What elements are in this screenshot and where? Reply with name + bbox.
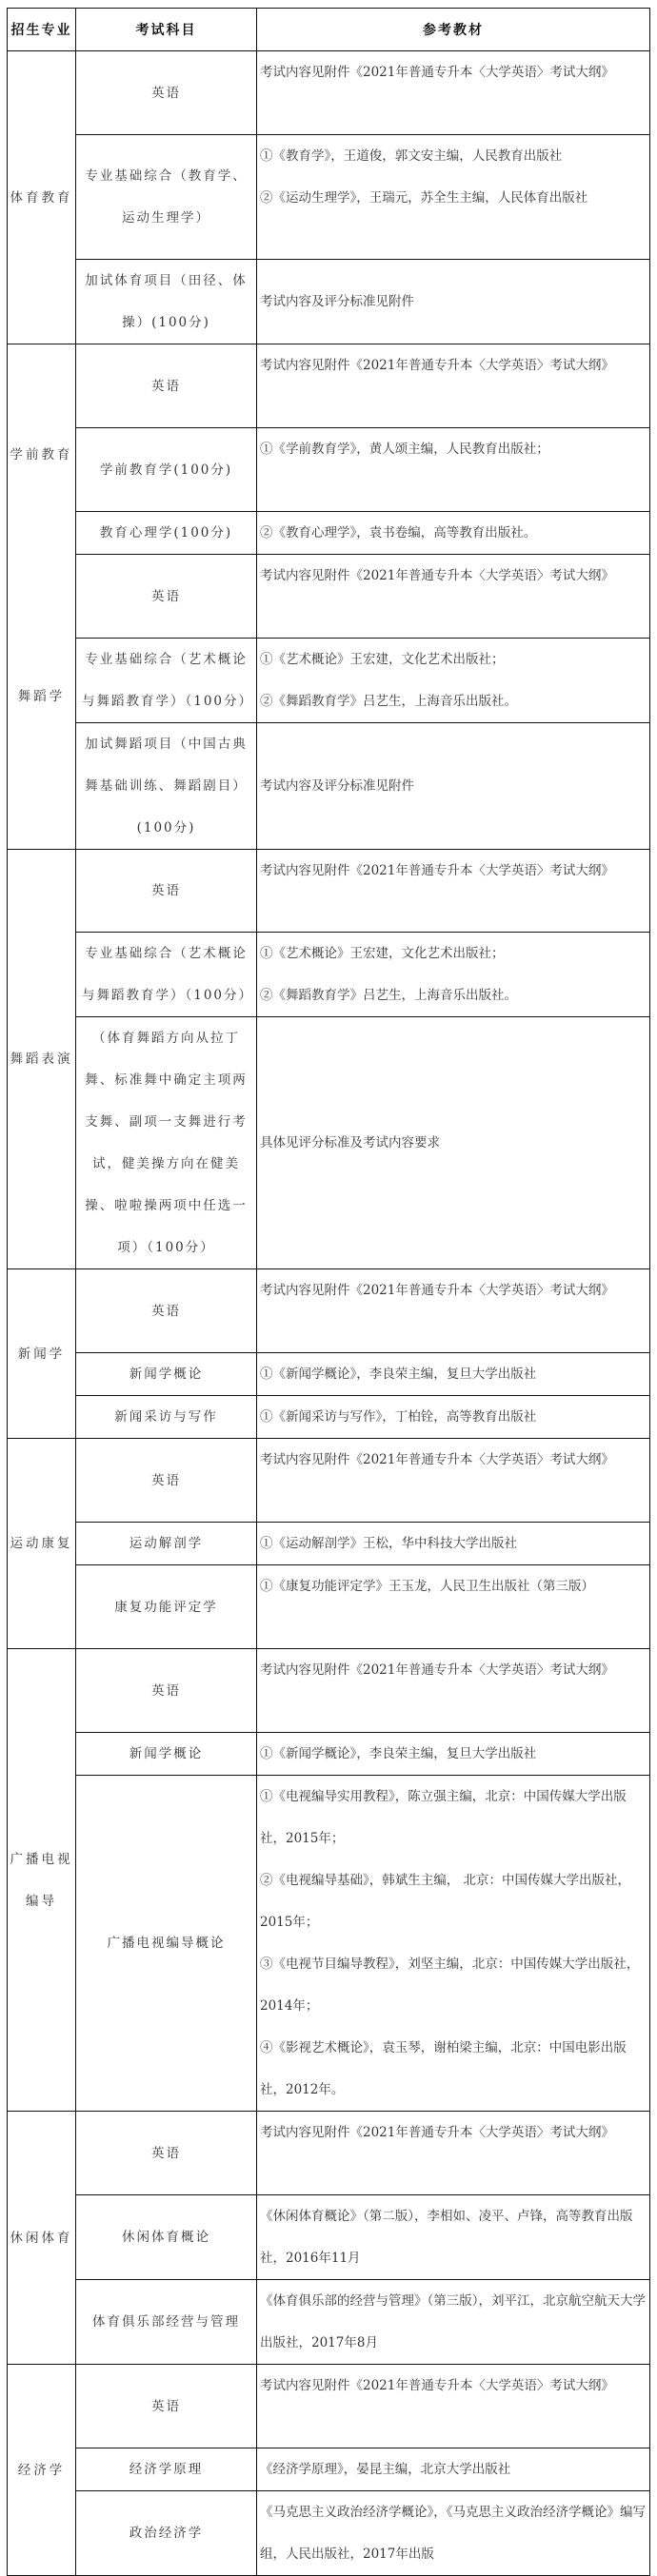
subject-cell: 康复功能评定学 <box>76 1565 257 1649</box>
header-subject: 考试科目 <box>76 9 257 51</box>
reference-cell <box>257 428 650 512</box>
reference-text: 《马克思主义政治经济学概论》，《马克思主义政治经济学概论》编写组，人民出版社，2017年出版 <box>260 2505 646 2562</box>
major-cell <box>8 51 76 344</box>
major-cell <box>8 1649 76 2112</box>
reference-cell <box>257 2112 650 2195</box>
table-row <box>8 1353 650 1396</box>
subject-cell: 经济学原理 <box>76 2448 257 2491</box>
subject-cell: 英语 <box>76 1269 257 1353</box>
reference-text: ①《艺术概论》王宏建，文化艺术出版社； <box>260 946 505 961</box>
reference-text: 考试内容见附件《2021年普通专升本〈大学英语〉考试大纲》 <box>260 1452 614 1467</box>
reference-text: 《经济学原理》，晏昆主编，北京大学出版社 <box>260 2462 511 2477</box>
table-row <box>8 1776 650 2112</box>
table-row <box>8 260 650 344</box>
table-header-row <box>8 9 650 51</box>
major-cell <box>8 344 76 850</box>
subject-cell: 学前教育学(100分) <box>76 428 257 512</box>
table-row <box>8 1396 650 1439</box>
reference-text: 考试内容见附件《2021年普通专升本〈大学英语〉考试大纲》 <box>260 1662 614 1678</box>
table-row <box>8 512 650 555</box>
reference-cell <box>257 1017 650 1269</box>
table-row <box>8 2491 650 2576</box>
reference-cell <box>257 2195 650 2280</box>
reference-text: ①《新闻学概论》，李良荣主编，复旦大学出版社 <box>260 1746 537 1761</box>
table-body <box>8 51 650 2576</box>
table-row <box>8 135 650 260</box>
subject-cell: 英语 <box>76 1649 257 1733</box>
table-row <box>8 1733 650 1776</box>
major-cell <box>8 850 76 1269</box>
major-label: 舞蹈学 <box>17 689 66 704</box>
subject-cell: 广播电视编导概论 <box>76 1776 257 2112</box>
reference-text: ①《运动解剖学》王松，华中科技大学出版社 <box>260 1536 517 1551</box>
reference-text: ②《教育心理学》，袁书卷编，高等教育出版社。 <box>260 525 537 541</box>
reference-text: 具体见评分标准及考试内容要求 <box>260 1135 440 1150</box>
major-label: 舞蹈表演 <box>10 1052 73 1067</box>
reference-text: ①《学前教育学》，黄人颂主编，人民教育出版社； <box>260 442 549 457</box>
subject-cell: 英语 <box>76 2365 257 2448</box>
reference-cell <box>257 1565 650 1649</box>
reference-text: 《休闲体育概论》（第二版），李相如、凌平、卢锋，高等教育出版社，2016年11月 <box>260 2209 633 2266</box>
reference-cell <box>257 135 650 260</box>
table-row <box>8 1523 650 1565</box>
reference-text: 考试内容见附件《2021年普通专升本〈大学英语〉考试大纲》 <box>260 358 614 373</box>
subject-cell: 专业基础综合（教育学、运动生理学） <box>76 135 257 260</box>
table-row <box>8 1649 650 1733</box>
table-row <box>8 933 650 1017</box>
table-row <box>8 1017 650 1269</box>
major-label: 经济学 <box>17 2462 66 2478</box>
table-row <box>8 723 650 850</box>
subject-cell: 运动解剖学 <box>76 1523 257 1565</box>
reference-cell <box>257 2491 650 2576</box>
subject-cell: 英语 <box>76 2112 257 2195</box>
table-row <box>8 428 650 512</box>
subject-cell: 政治经济学 <box>76 2491 257 2576</box>
table-row <box>8 639 650 723</box>
reference-cell <box>257 1733 650 1776</box>
table-row <box>8 2195 650 2280</box>
reference-cell <box>257 1776 650 2112</box>
table-row <box>8 1269 650 1353</box>
reference-text: ③《电视节目编导教程》，刘坚主编，北京：中国传媒大学出版社，2014年； <box>260 1957 640 2014</box>
reference-text: 考试内容见附件《2021年普通专升本〈大学英语〉考试大纲》 <box>260 65 614 80</box>
reference-text: 考试内容及评分标准见附件 <box>260 294 414 309</box>
reference-cell <box>257 512 650 555</box>
subject-cell: 英语 <box>76 850 257 933</box>
major-label: 学前教育 <box>10 447 73 462</box>
subject-cell: 新闻学概论 <box>76 1733 257 1776</box>
reference-text: ①《康复功能评定学》王玉龙，人民卫生出版社（第三版） <box>260 1579 594 1594</box>
major-cell <box>8 1439 76 1649</box>
reference-cell <box>257 639 650 723</box>
major-cell <box>8 1269 76 1439</box>
reference-text: ①《电视编导实用教程》，陈立强主编，北京：中国传媒大学出版社，2015年； <box>260 1789 627 1846</box>
subject-cell: 体育俱乐部经营与管理 <box>76 2280 257 2365</box>
subject-cell: 新闻学概论 <box>76 1353 257 1396</box>
reference-cell <box>257 2448 650 2491</box>
reference-cell <box>257 1396 650 1439</box>
subject-cell: （体育舞蹈方向从拉丁舞、标准舞中确定主项两支舞、副项一支舞进行考试，健美操方向在健美操、啦啦操两项中任选一项）（100分） <box>76 1017 257 1269</box>
reference-cell <box>257 850 650 933</box>
major-label: 体育教育 <box>10 189 73 206</box>
reference-text: ②《舞蹈教育学》吕艺生，上海音乐出版社。 <box>260 694 517 709</box>
header-major: 招生专业 <box>8 9 76 51</box>
table-row <box>8 51 650 135</box>
reference-cell <box>257 51 650 135</box>
reference-text: ①《艺术概论》王宏建，文化艺术出版社； <box>260 652 505 667</box>
subject-cell: 英语 <box>76 555 257 639</box>
table-row <box>8 1565 650 1649</box>
reference-cell <box>257 1269 650 1353</box>
header-reference: 参考教材 <box>257 9 650 51</box>
reference-text: ②《电视编导基础》，韩斌生主编， 北京：中国传媒大学出版社，2015年； <box>260 1873 631 1930</box>
reference-cell <box>257 260 650 344</box>
table-row <box>8 2112 650 2195</box>
reference-text: 考试内容见附件《2021年普通专升本〈大学英语〉考试大纲》 <box>260 2125 614 2140</box>
major-label: 广播电视编导 <box>10 1851 73 1909</box>
reference-text: 考试内容及评分标准见附件 <box>260 778 414 794</box>
table-row <box>8 850 650 933</box>
reference-cell <box>257 1439 650 1523</box>
table-row <box>8 2448 650 2491</box>
subject-cell: 专业基础综合（艺术概论与舞蹈教育学）（100分） <box>76 933 257 1017</box>
reference-cell <box>257 555 650 639</box>
major-label: 运动康复 <box>10 1536 73 1551</box>
subject-cell: 英语 <box>76 344 257 428</box>
major-cell <box>8 2112 76 2365</box>
reference-cell <box>257 2280 650 2365</box>
reference-text: ①《新闻学概论》，李良荣主编，复旦大学出版社 <box>260 1367 537 1382</box>
exam-reference-table <box>7 8 649 2576</box>
table-row <box>8 1439 650 1523</box>
reference-cell <box>257 1353 650 1396</box>
reference-cell <box>257 723 650 850</box>
subject-cell: 加试舞蹈项目（中国古典舞基础训练、舞蹈剧目）(100分) <box>76 723 257 850</box>
major-cell <box>8 2365 76 2576</box>
reference-cell <box>257 344 650 428</box>
reference-text: 考试内容见附件《2021年普通专升本〈大学英语〉考试大纲》 <box>260 1283 614 1298</box>
major-label: 休闲体育 <box>10 2230 73 2246</box>
subject-cell: 休闲体育概论 <box>76 2195 257 2280</box>
table <box>7 8 650 2576</box>
table-row <box>8 555 650 639</box>
subject-cell: 新闻采访与写作 <box>76 1396 257 1439</box>
table-row <box>8 2365 650 2448</box>
reference-text: 《体育俱乐部的经营与管理》（第三版），刘平江，北京航空航天大学出版社，2017年8月 <box>260 2293 646 2350</box>
subject-cell: 专业基础综合（艺术概论与舞蹈教育学）（100分） <box>76 639 257 723</box>
reference-text: ②《舞蹈教育学》吕艺生，上海音乐出版社。 <box>260 988 517 1003</box>
table-row <box>8 2280 650 2365</box>
reference-cell <box>257 933 650 1017</box>
reference-text: 考试内容见附件《2021年普通专升本〈大学英语〉考试大纲》 <box>260 2378 614 2393</box>
major-label: 新闻学 <box>17 1346 66 1362</box>
reference-cell <box>257 1649 650 1733</box>
subject-cell: 教育心理学(100分) <box>76 512 257 555</box>
table-row <box>8 344 650 428</box>
reference-text: ①《教育学》，王道俊，郭文安主编，人民教育出版社 <box>260 148 563 164</box>
subject-cell: 加试体育项目（田径、体操）(100分) <box>76 260 257 344</box>
subject-cell: 英语 <box>76 51 257 135</box>
subject-cell: 英语 <box>76 1439 257 1523</box>
reference-text: ④《影视艺术概论》，袁玉琴，谢柏梁主编，北京：中国电影出版社，2012年。 <box>260 2040 627 2097</box>
reference-text: 考试内容见附件《2021年普通专升本〈大学英语〉考试大纲》 <box>260 863 614 878</box>
reference-text: 考试内容见附件《2021年普通专升本〈大学英语〉考试大纲》 <box>260 568 614 583</box>
reference-cell <box>257 1523 650 1565</box>
reference-cell <box>257 2365 650 2448</box>
reference-text: ①《新闻采访与写作》，丁柏铨，高等教育出版社 <box>260 1409 537 1425</box>
reference-text: ②《运动生理学》，王瑞元，苏全生主编，人民体育出版社 <box>260 190 588 206</box>
